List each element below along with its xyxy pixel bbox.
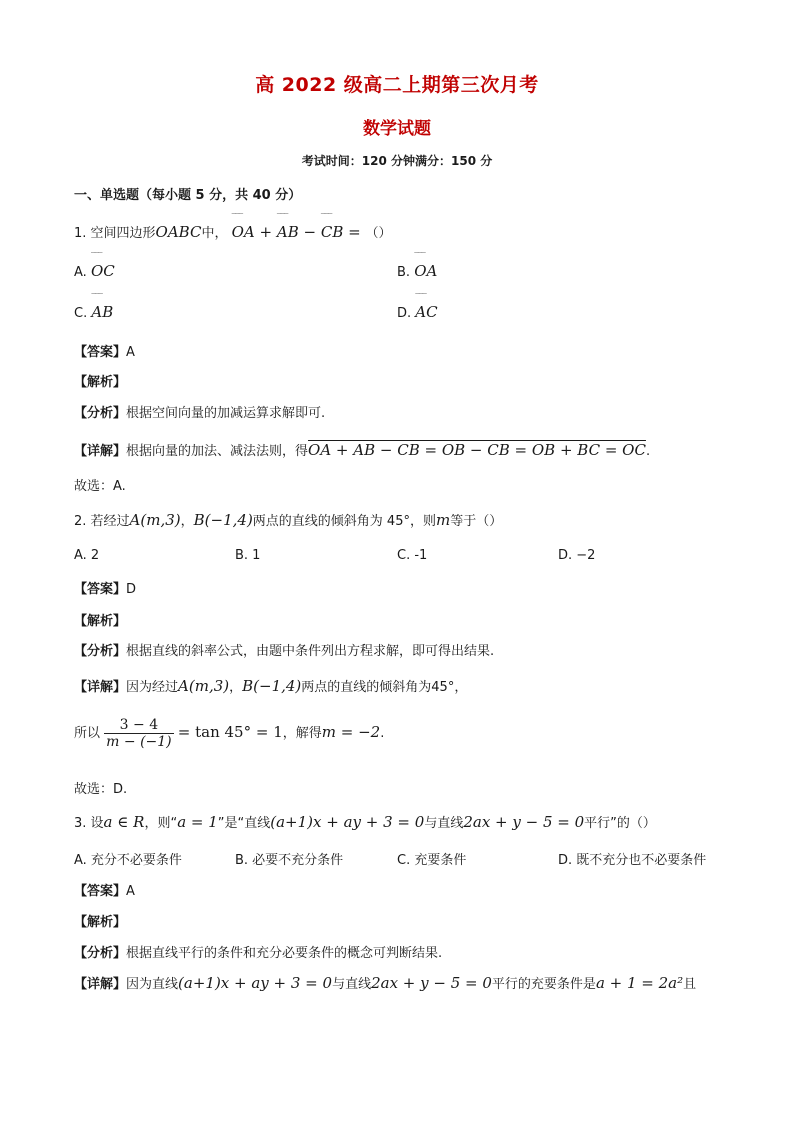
q2-xiangjie-text: 因为经过 — [126, 680, 179, 695]
q3-option-c: C. 充要条件 — [397, 853, 467, 868]
q2-option-b: B. 1 — [235, 548, 261, 563]
q2-var-m: m — [435, 511, 451, 529]
q1-vec-oa: ‾‾‾ OA — [232, 223, 255, 241]
q3-xiangjie — [74, 973, 696, 992]
q2-fenxi — [74, 640, 494, 659]
q3-xiangjie-mid2: 平行的充要条件是 — [491, 977, 596, 992]
exam-title: 高 2022 级高二上期第三次月考 — [255, 74, 539, 96]
q2-option-d: D. −2 — [558, 548, 596, 563]
exam-info: 考试时间：120 分钟满分：150 分 — [301, 154, 493, 168]
q2-stem-mid: 两点的直线的倾斜角为 45°，则 — [252, 514, 436, 529]
q1-fenxi-text: 根据空间向量的加减运算求解即可. — [126, 406, 326, 421]
q2-xiangjie-tag: 【详解】 — [74, 680, 127, 695]
section-heading: 一、单选题（每小题 5 分，共 40 分） — [74, 188, 302, 203]
q1-xiangjie-text: 根据向量的加法、减法法则，得 — [126, 444, 309, 459]
q1-vec-ab: ‾‾‾ AB — [277, 223, 299, 241]
q1-answer-value: A — [126, 345, 135, 360]
q2-answer-value: D — [126, 582, 137, 597]
q3-option-d: D. 既不充分也不必要条件 — [558, 853, 707, 868]
q2-option-a: A. 2 — [74, 548, 100, 563]
q2-stem — [74, 510, 502, 529]
q1-option-a-vec: ‾‾‾ OC — [91, 262, 115, 280]
q1-option-d-label: D. — [397, 306, 412, 321]
q2-stem-prefix: 2. 若经过 — [74, 514, 130, 529]
q1-xiangjie — [74, 440, 650, 459]
q1-option-c — [74, 303, 113, 321]
q3-xiangjie-line2: 2ax + y − 5 = 0 — [371, 974, 492, 992]
q1-analysis-tag: 【解析】 — [74, 375, 127, 390]
q1-xiangjie-end: . — [645, 444, 651, 459]
q2-xiangjie — [74, 676, 467, 695]
q3-stem — [74, 812, 656, 831]
q1-stem-prefix: 1. 空间四边形 — [74, 226, 156, 241]
q3-line2: 2ax + y − 5 = 0 — [463, 813, 585, 831]
q2-fenxi-tag: 【分析】 — [74, 644, 127, 659]
q2-xiangjie-end: 两点的直线的倾斜角为45°， — [301, 680, 468, 695]
q3-answer-tag: 【答案】 — [74, 884, 127, 899]
q2-so-mid: ，解得 — [282, 726, 322, 741]
q1-option-b-vec: ‾‾‾ OA — [414, 262, 437, 280]
q1-xiangjie-expr: OA + AB − CB = OB − CB = OB + BC = OC — [308, 441, 646, 459]
q2-fraction-denominator: m − (−1) — [106, 734, 172, 750]
q1-plus: + — [254, 223, 277, 241]
q2-so-result: m = −2 — [321, 723, 381, 741]
q1-option-d — [397, 303, 438, 321]
q1-option-b-label: B. — [397, 265, 411, 280]
q3-stem-suffix: 平行”的（） — [584, 816, 656, 831]
q3-xiangjie-cond: a + 1 = 2a² — [595, 974, 684, 992]
q2-xiangjie-point-b: B(−1,4) — [242, 677, 302, 695]
q2-so-end: . — [380, 726, 385, 741]
q3-xiangjie-text: 因为直线 — [126, 977, 179, 992]
q1-fenxi-tag: 【分析】 — [74, 406, 127, 421]
q3-fenxi-text: 根据直线平行的条件和充分必要条件的概念可判断结果. — [126, 946, 443, 961]
q3-set: a ∈ R — [103, 813, 145, 831]
q1-option-b — [397, 262, 437, 280]
q1-option-c-label: C. — [74, 306, 88, 321]
q3-stem-prefix: 3. 设 — [74, 816, 104, 831]
q3-fenxi — [74, 942, 442, 961]
q1-minus: − — [298, 223, 321, 241]
q1-shape: OABC — [155, 223, 202, 241]
q2-answer-tag: 【答案】 — [74, 582, 127, 597]
q2-answer — [74, 578, 136, 597]
q3-cond: a = 1 — [177, 813, 218, 831]
q1-fenxi — [74, 402, 325, 421]
q2-analysis-tag: 【解析】 — [74, 614, 127, 629]
q2-so-line — [74, 717, 384, 750]
q3-fenxi-tag: 【分析】 — [74, 946, 127, 961]
q1-option-c-vec: ‾‾‾ AB — [91, 303, 113, 321]
q1-option-a — [74, 262, 115, 280]
q3-line1: (a+1)x + ay + 3 = 0 — [270, 813, 425, 831]
exam-subject: 数学试题 — [363, 119, 431, 139]
q1-answer-tag: 【答案】 — [74, 345, 127, 360]
q3-stem-mid2: ”是“直线 — [217, 816, 271, 831]
q3-xiangjie-end: 且 — [683, 977, 697, 992]
q1-option-a-label: A. — [74, 265, 87, 280]
q1-stem — [74, 222, 391, 241]
q3-option-a: A. 充分不必要条件 — [74, 853, 182, 868]
q2-so-eq: = tan 45° = 1 — [177, 723, 283, 741]
q1-answer — [74, 341, 135, 360]
q3-xiangjie-line1: (a+1)x + ay + 3 = 0 — [178, 974, 333, 992]
q1-eq: = — [343, 223, 366, 241]
q2-choice: 故选：D. — [74, 782, 128, 797]
q2-fraction-numerator: 3 − 4 — [104, 717, 173, 734]
q2-fraction — [104, 717, 173, 750]
q3-answer-value: A — [126, 884, 135, 899]
q3-stem-mid3: 与直线 — [424, 816, 464, 831]
q1-option-d-vec: ‾‾‾ AC — [415, 303, 437, 321]
q2-point-b: B(−1,4) — [193, 511, 253, 529]
q3-xiangjie-mid: 与直线 — [332, 977, 372, 992]
q2-stem-suffix: 等于（） — [450, 514, 503, 529]
q1-stem-mid: 中， — [201, 226, 228, 241]
q3-answer — [74, 880, 135, 899]
q1-choice: 故选：A. — [74, 479, 126, 494]
q2-fenxi-text: 根据直线的斜率公式，由题中条件列出方程求解，即可得出结果. — [126, 644, 495, 659]
q1-xiangjie-tag: 【详解】 — [74, 444, 127, 459]
q2-so-prefix: 所以 — [74, 726, 101, 741]
q2-point-a: A(m,3) — [129, 511, 181, 529]
q3-option-b: B. 必要不充分条件 — [235, 853, 344, 868]
q2-xiangjie-comma: ， — [229, 680, 243, 695]
q3-stem-mid1: ，则“ — [144, 816, 178, 831]
q1-stem-suffix: （） — [365, 226, 392, 241]
q1-vec-cb: ‾‾‾ CB — [321, 223, 344, 241]
q2-xiangjie-point-a: A(m,3) — [178, 677, 230, 695]
q3-analysis-tag: 【解析】 — [74, 915, 127, 930]
q2-option-c: C. -1 — [397, 548, 428, 563]
q2-comma: ， — [180, 514, 194, 529]
q3-xiangjie-tag: 【详解】 — [74, 977, 127, 992]
